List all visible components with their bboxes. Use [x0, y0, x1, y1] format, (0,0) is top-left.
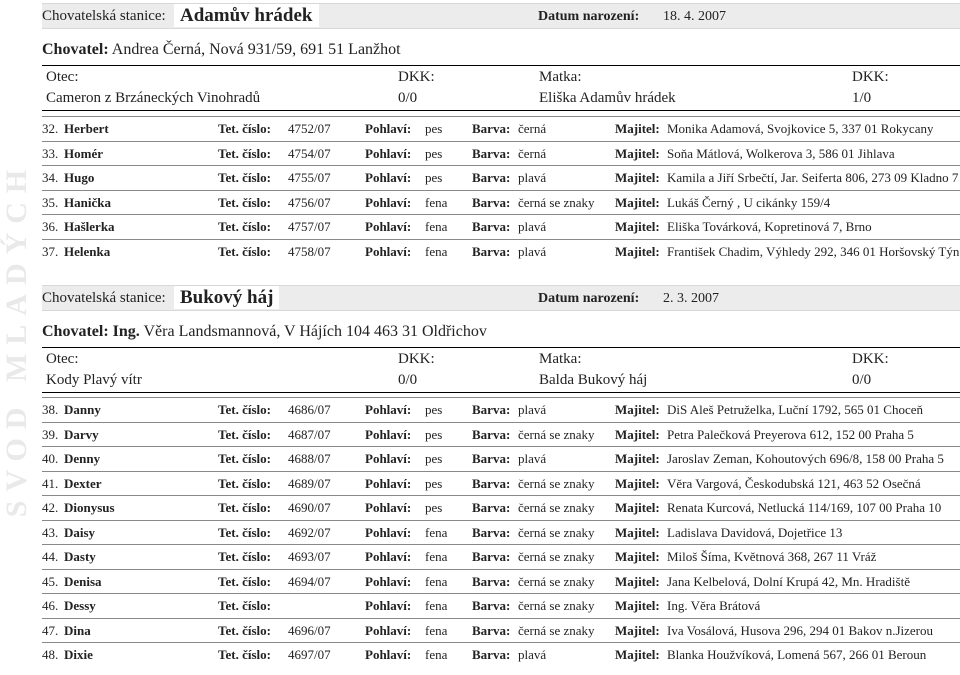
- tet-label: Tet. číslo:: [218, 573, 271, 589]
- owner-value: DiS Aleš Petruželka, Luční 1792, 565 01 Choceň: [667, 402, 923, 417]
- puppy-number: 35.: [42, 194, 59, 210]
- color-value: plavá: [518, 402, 547, 417]
- tet-label: Tet. číslo:: [218, 500, 271, 515]
- color-value: černá se znaky: [518, 194, 595, 210]
- owner-label: Majitel:: [615, 145, 660, 161]
- sex-value: fena: [425, 219, 448, 234]
- dob-value: 18. 4. 2007: [663, 9, 726, 24]
- puppy-row: [42, 116, 960, 141]
- owner-value: Lukáš Černý , U cikánky 159/4: [667, 194, 831, 210]
- sex-value: pes: [425, 426, 443, 442]
- owner-value: Monika Adamová, Svojkovice 5, 337 01 Rokycany: [667, 121, 934, 136]
- color-value: černá se znaky: [518, 426, 595, 442]
- sex-value: pes: [425, 402, 443, 417]
- puppy-row: [42, 446, 960, 471]
- mother-dkk-label: DKK:: [852, 69, 889, 85]
- father-dkk-label: DKK:: [398, 351, 435, 367]
- owner-value: Jana Kelbelová, Dolní Krupá 42, Mn. Hradiště: [667, 573, 910, 589]
- puppy-name: Hanička: [64, 194, 111, 210]
- puppy-name: Daisy: [64, 524, 96, 540]
- sidebar-title: SVOD MLADÝCH: [0, 160, 33, 518]
- tet-value: 4690/07: [288, 500, 331, 515]
- color-label: Barva:: [472, 573, 511, 589]
- sex-value: pes: [425, 500, 443, 515]
- owner-label: Majitel:: [615, 170, 660, 185]
- owner-value: Eliška Továrková, Kopretinová 7, Brno: [667, 219, 872, 234]
- sex-value: pes: [425, 170, 443, 185]
- puppy-number: 40.: [42, 451, 59, 466]
- color-value: plavá: [518, 647, 547, 662]
- color-label: Barva:: [472, 451, 511, 466]
- sex-label: Pohlaví:: [365, 426, 412, 442]
- tet-label: Tet. číslo:: [218, 524, 271, 540]
- color-value: černá se znaky: [518, 622, 595, 638]
- station-label: Chovatelská stanice:: [42, 8, 166, 24]
- litter-section: [42, 3, 960, 303]
- color-label: Barva:: [472, 622, 511, 638]
- puppy-number: 45.: [42, 573, 59, 589]
- owner-value: František Chadim, Výhledy 292, 346 01 Horšovský Týn: [667, 243, 960, 259]
- sex-label: Pohlaví:: [365, 549, 412, 564]
- puppy-number: 34.: [42, 170, 59, 185]
- puppy-name: Helenka: [64, 243, 111, 259]
- puppy-row: [42, 520, 960, 545]
- puppy-name: Dexter: [64, 475, 102, 491]
- sex-value: fena: [425, 573, 448, 589]
- tet-label: Tet. číslo:: [218, 219, 271, 234]
- owner-value: Miloš Šíma, Květnová 368, 267 11 Vráž: [667, 549, 877, 564]
- puppy-number: 33.: [42, 145, 59, 161]
- sex-label: Pohlaví:: [365, 145, 412, 161]
- mother-dkk: 1/0: [852, 90, 872, 106]
- sex-label: Pohlaví:: [365, 500, 412, 515]
- tet-value: 4757/07: [288, 219, 331, 234]
- sex-label: Pohlaví:: [365, 194, 412, 210]
- tet-label: Tet. číslo:: [218, 243, 271, 259]
- sex-label: Pohlaví:: [365, 451, 412, 466]
- sex-value: fena: [425, 622, 448, 638]
- owner-label: Majitel:: [615, 573, 660, 589]
- puppy-name: Danny: [64, 402, 101, 417]
- color-value: černá se znaky: [518, 524, 595, 540]
- puppy-name: Hugo: [64, 170, 95, 185]
- owner-value: Petra Palečková Preyerova 612, 152 00 Praha 5: [667, 426, 914, 442]
- sex-label: Pohlaví:: [365, 598, 412, 613]
- breeder-value: Věra Landsmannová, V Hájích 104 463 31 Oldřichov: [143, 323, 487, 340]
- owner-label: Majitel:: [615, 647, 660, 662]
- owner-label: Majitel:: [615, 194, 660, 210]
- owner-label: Majitel:: [615, 402, 660, 417]
- mother-label: Matka:: [539, 69, 582, 85]
- puppy-number: 43.: [42, 524, 59, 540]
- parents-box: [42, 65, 960, 111]
- owner-label: Majitel:: [615, 598, 660, 613]
- sex-value: pes: [425, 121, 443, 136]
- puppy-number: 48.: [42, 647, 59, 662]
- sex-value: pes: [425, 475, 443, 491]
- puppy-row: [42, 422, 960, 447]
- color-value: černá: [518, 121, 547, 136]
- color-label: Barva:: [472, 194, 511, 210]
- color-value: černá se znaky: [518, 598, 595, 613]
- puppy-number: 41.: [42, 475, 59, 491]
- owner-label: Majitel:: [615, 451, 660, 466]
- mother-label: Matka:: [539, 351, 582, 367]
- parents-box: [42, 347, 960, 393]
- color-value: plavá: [518, 170, 547, 185]
- sex-value: pes: [425, 451, 443, 466]
- tet-label: Tet. číslo:: [218, 145, 271, 161]
- sex-value: fena: [425, 194, 448, 210]
- dob-label: Datum narození:: [538, 291, 640, 306]
- litter-section: [42, 285, 960, 662]
- mother-dkk-label: DKK:: [852, 351, 889, 367]
- puppy-name: Homér: [64, 145, 103, 161]
- sex-label: Pohlaví:: [365, 524, 412, 540]
- sex-label: Pohlaví:: [365, 170, 412, 185]
- owner-value: Ing. Věra Brátová: [667, 598, 761, 613]
- puppy-row: [42, 165, 960, 190]
- sex-label: Pohlaví:: [365, 647, 412, 662]
- breeder-label: Chovatel: Ing.: [42, 323, 140, 340]
- sex-label: Pohlaví:: [365, 243, 412, 259]
- color-value: černá se znaky: [518, 549, 595, 564]
- tet-value: 4687/07: [288, 426, 331, 442]
- owner-label: Majitel:: [615, 475, 660, 491]
- puppy-row: [42, 471, 960, 496]
- owner-value: Kamila a Jiří Srbečtí, Jar. Seiferta 806, 273 09 Kladno 7: [667, 170, 959, 185]
- breeder-line: [42, 323, 487, 341]
- sex-value: fena: [425, 243, 448, 259]
- owner-value: Renata Kurcová, Netlucká 114/169, 107 00 Praha 10: [667, 500, 942, 515]
- owner-value: Jaroslav Zeman, Kohoutových 696/8, 158 00 Praha 5: [667, 451, 944, 466]
- puppy-row: [42, 618, 960, 643]
- tet-label: Tet. číslo:: [218, 426, 271, 442]
- color-label: Barva:: [472, 475, 511, 491]
- tet-value: 4754/07: [288, 145, 331, 161]
- tet-label: Tet. číslo:: [218, 622, 271, 638]
- color-value: černá se znaky: [518, 500, 595, 515]
- father-name: Cameron z Brzáneckých Vinohradů: [46, 90, 261, 106]
- tet-label: Tet. číslo:: [218, 549, 271, 564]
- puppy-row: [42, 495, 960, 520]
- puppy-name: Darvy: [64, 426, 99, 442]
- puppy-row: [42, 214, 960, 239]
- puppy-number: 38.: [42, 402, 59, 417]
- tet-label: Tet. číslo:: [218, 170, 271, 185]
- tet-label: Tet. číslo:: [218, 451, 271, 466]
- tet-label: Tet. číslo:: [218, 647, 271, 662]
- color-label: Barva:: [472, 219, 511, 234]
- owner-value: Iva Vosálová, Husova 296, 294 01 Bakov n.Jizerou: [667, 622, 933, 638]
- tet-value: 4755/07: [288, 170, 331, 185]
- father-label: Otec:: [46, 69, 79, 85]
- puppy-name: Herbert: [64, 121, 109, 136]
- father-name: Kody Plavý vítr: [46, 372, 142, 388]
- puppy-number: 36.: [42, 219, 59, 234]
- station-bar: [42, 3, 960, 29]
- dob-label: Datum narození:: [538, 9, 640, 24]
- puppy-number: 47.: [42, 622, 59, 638]
- tet-value: 4696/07: [288, 622, 331, 638]
- puppy-number: 39.: [42, 426, 59, 442]
- puppy-name: Dasty: [64, 549, 96, 564]
- tet-value: 4688/07: [288, 451, 331, 466]
- puppy-row: [42, 569, 960, 594]
- mother-name: Eliška Adamův hrádek: [539, 90, 676, 106]
- puppy-name: Denisa: [64, 573, 102, 589]
- puppy-number: 44.: [42, 549, 59, 564]
- mother-name: Balda Bukový háj: [539, 372, 648, 388]
- tet-value: 4697/07: [288, 647, 331, 662]
- color-label: Barva:: [472, 500, 511, 515]
- puppy-row: [42, 141, 960, 166]
- color-label: Barva:: [472, 170, 511, 185]
- color-value: černá se znaky: [518, 573, 595, 589]
- color-label: Barva:: [472, 145, 511, 161]
- sex-value: fena: [425, 598, 448, 613]
- father-dkk: 0/0: [398, 90, 418, 106]
- color-value: plavá: [518, 451, 547, 466]
- puppy-number: 37.: [42, 243, 59, 259]
- color-label: Barva:: [472, 402, 511, 417]
- color-label: Barva:: [472, 647, 511, 662]
- puppy-name: Hašlerka: [64, 219, 115, 234]
- puppy-name: Denny: [64, 451, 101, 466]
- sex-value: fena: [425, 647, 448, 662]
- sex-label: Pohlaví:: [365, 219, 412, 234]
- sex-label: Pohlaví:: [365, 121, 412, 136]
- owner-label: Majitel:: [615, 524, 660, 540]
- color-value: plavá: [518, 243, 547, 259]
- color-label: Barva:: [472, 426, 511, 442]
- owner-value: Ladislava Davidová, Dojetřice 13: [667, 524, 843, 540]
- color-label: Barva:: [472, 121, 511, 136]
- owner-value: Blanka Houžvíková, Lomená 567, 266 01 Beroun: [667, 647, 927, 662]
- tet-value: 4694/07: [288, 573, 331, 589]
- sex-value: fena: [425, 549, 448, 564]
- owner-label: Majitel:: [615, 219, 660, 234]
- sex-label: Pohlaví:: [365, 622, 412, 638]
- station-bar: [42, 285, 960, 311]
- color-value: plavá: [518, 219, 547, 234]
- sex-value: fena: [425, 524, 448, 540]
- breeder-value: Andrea Černá, Nová 931/59, 691 51 Lanžhot: [111, 41, 401, 58]
- color-value: černá: [518, 145, 547, 161]
- tet-value: 4756/07: [288, 194, 331, 210]
- station-label: Chovatelská stanice:: [42, 290, 166, 306]
- breeder-line: [42, 41, 401, 59]
- owner-value: Věra Vargová, Českodubská 121, 463 52 Osečná: [667, 475, 921, 491]
- puppy-name: Dina: [64, 622, 91, 638]
- sex-label: Pohlaví:: [365, 475, 412, 491]
- puppy-name: Dixie: [64, 647, 93, 662]
- tet-value: 4758/07: [288, 243, 331, 259]
- color-label: Barva:: [472, 549, 511, 564]
- tet-label: Tet. číslo:: [218, 598, 271, 613]
- owner-label: Majitel:: [615, 500, 660, 515]
- owner-label: Majitel:: [615, 549, 660, 564]
- tet-value: 4693/07: [288, 549, 331, 564]
- tet-label: Tet. číslo:: [218, 402, 271, 417]
- tet-label: Tet. číslo:: [218, 194, 271, 210]
- owner-label: Majitel:: [615, 121, 660, 136]
- father-label: Otec:: [46, 351, 79, 367]
- puppy-name: Dionysus: [64, 500, 115, 515]
- owner-label: Majitel:: [615, 426, 660, 442]
- mother-dkk: 0/0: [852, 372, 872, 388]
- puppy-row: [42, 642, 960, 667]
- puppy-row: [42, 593, 960, 618]
- puppy-name: Dessy: [64, 598, 96, 613]
- sex-value: pes: [425, 145, 443, 161]
- puppy-number: 32.: [42, 121, 59, 136]
- color-label: Barva:: [472, 243, 511, 259]
- father-dkk-label: DKK:: [398, 69, 435, 85]
- puppy-row: [42, 397, 960, 422]
- tet-value: 4686/07: [288, 402, 331, 417]
- tet-value: 4689/07: [288, 475, 331, 491]
- puppy-row: [42, 544, 960, 569]
- owner-label: Majitel:: [615, 622, 660, 638]
- color-label: Barva:: [472, 524, 511, 540]
- puppy-row: [42, 190, 960, 215]
- breeder-label: Chovatel:: [42, 41, 109, 58]
- father-dkk: 0/0: [398, 372, 418, 388]
- tet-label: Tet. číslo:: [218, 475, 271, 491]
- puppy-row: [42, 239, 960, 264]
- sex-label: Pohlaví:: [365, 402, 412, 417]
- sex-label: Pohlaví:: [365, 573, 412, 589]
- puppy-number: 46.: [42, 598, 59, 613]
- tet-value: 4752/07: [288, 121, 331, 136]
- owner-value: Soňa Mátlová, Wolkerova 3, 586 01 Jihlava: [667, 145, 895, 161]
- sidebar-watermark: [0, 0, 34, 675]
- color-value: černá se znaky: [518, 475, 595, 491]
- station-name: Bukový háj: [174, 286, 279, 309]
- dob-value: 2. 3. 2007: [663, 291, 719, 306]
- color-label: Barva:: [472, 598, 511, 613]
- tet-value: 4692/07: [288, 524, 331, 540]
- tet-label: Tet. číslo:: [218, 121, 271, 136]
- station-name: Adamův hrádek: [174, 4, 319, 27]
- puppy-number: 42.: [42, 500, 59, 515]
- owner-label: Majitel:: [615, 243, 660, 259]
